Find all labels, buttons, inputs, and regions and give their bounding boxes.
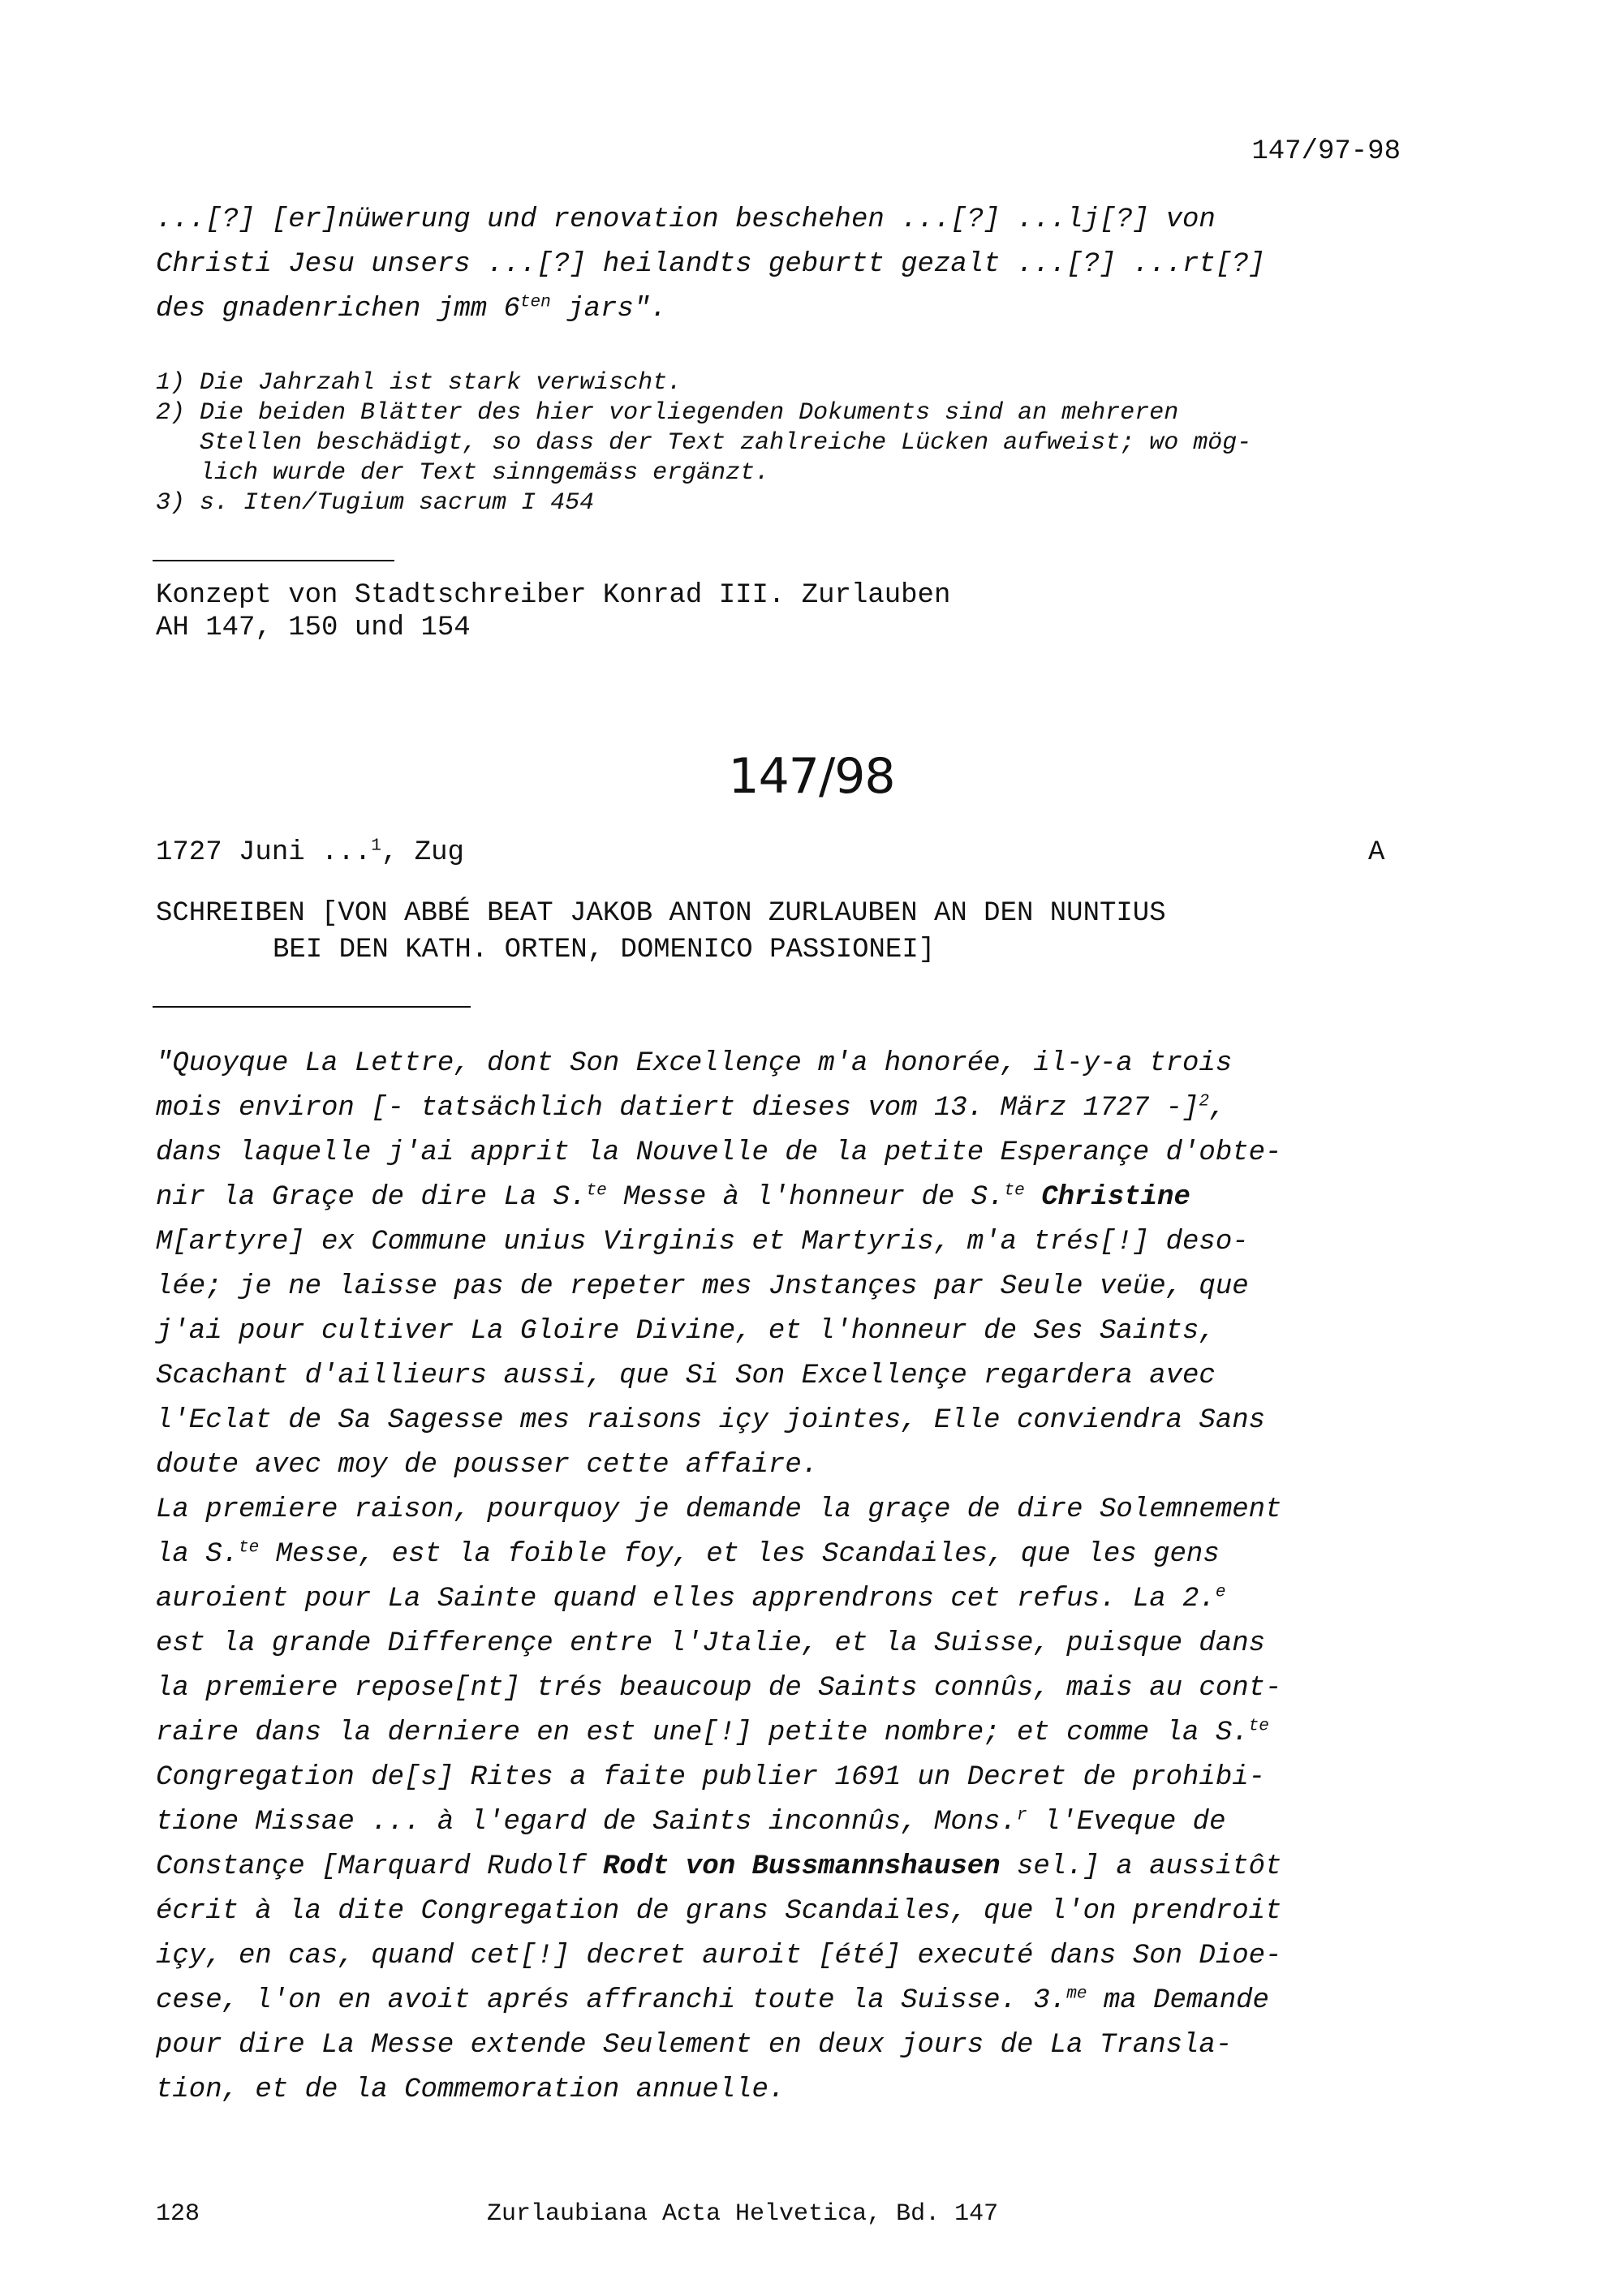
footnote: Stellen beschädigt, so dass der Text zahlreiche Lücken aufweist; wo mög- bbox=[156, 429, 1252, 457]
body-line: mois environ [- tatsächlich datiert dieses vom 13. März 1727 -]$^2$, bbox=[156, 1091, 1226, 1124]
body-line: doute avec moy de pousser cette affaire. bbox=[156, 1450, 819, 1481]
body-line: Scachant d'aillieurs aussi, que Si Son Excellençe regardera avec bbox=[156, 1361, 1216, 1391]
source-line: AH 147, 150 und 154 bbox=[156, 613, 471, 643]
document-letter: A bbox=[1368, 837, 1385, 868]
body-line: dans laquelle j'ai apprit la Nouvelle de la petite Esperançe d'obte- bbox=[156, 1137, 1282, 1168]
body-line: Constançe [Marquard Rudolf Rodt von Bussmannshausen sel.] a aussitôt bbox=[156, 1851, 1282, 1882]
body-line: cese, l'on en avoit aprés affranchi toute la Suisse. 3.$^{me}$ ma Demande bbox=[156, 1984, 1269, 2016]
document-title: BEI DEN KATH. ORTEN, DOMENICO PASSIONEI] bbox=[273, 935, 936, 965]
body-line: tione Missae ... à l'egard de Saints inconnûs, Mons.$^r$ l'Eveque de bbox=[156, 1805, 1226, 1838]
body-line: La premiere raison, pourquoy je demande la graçe de dire Solemnement bbox=[156, 1494, 1282, 1525]
body-line: içy, en cas, quand cet[!] decret auroit [été] executé dans Son Dioe- bbox=[156, 1941, 1282, 1971]
footnote: 2) Die beiden Blätter des hier vorliegenden Dokuments sind an mehreren bbox=[156, 399, 1179, 427]
body-line: "Quoyque La Lettre, dont Son Excellençe m'a honorée, il-y-a trois bbox=[156, 1048, 1233, 1079]
fragment-line: Christi Jesu unsers ...[?] heilandts geburtt gezalt ...[?] ...rt[?] bbox=[156, 249, 1266, 280]
body-line: Congregation de[s] Rites a faite publier 1691 un Decret de prohibi- bbox=[156, 1762, 1266, 1793]
document-number: 147/98 bbox=[728, 748, 895, 805]
running-footer-title: Zurlaubiana Acta Helvetica, Bd. 147 bbox=[487, 2200, 999, 2228]
body-line: tion, et de la Commemoration annuelle. bbox=[156, 2075, 786, 2105]
document-title: SCHREIBEN [VON ABBÉ BEAT JAKOB ANTON ZURLAUBEN AN DEN NUNTIUS bbox=[156, 898, 1166, 929]
separator-rule bbox=[153, 1006, 471, 1008]
page-number: 128 bbox=[156, 2200, 200, 2228]
body-line: M[artyre] ex Commune unius Virginis et Martyris, m'a trés[!] deso- bbox=[156, 1227, 1249, 1258]
body-line: raire dans la derniere en est une[!] petite nombre; et comme la S.$^{te}$ bbox=[156, 1716, 1269, 1748]
body-line: écrit à la dite Congregation de grans Scandailes, que l'on prendroit bbox=[156, 1896, 1282, 1927]
footnote: 1) Die Jahrzahl ist stark verwischt. bbox=[156, 369, 682, 397]
footnote: lich wurde der Text sinngemäss ergänzt. bbox=[156, 459, 770, 487]
separator-rule bbox=[153, 560, 394, 561]
body-line: la S.$^{te}$ Messe, est la foible foy, et les Scandailes, que les gens bbox=[156, 1537, 1220, 1570]
body-line: la premiere repose[nt] trés beaucoup de Saints connûs, mais au cont- bbox=[156, 1673, 1282, 1704]
fragment-line: ...[?] [er]nüwerung und renovation beschehen ...[?] ...lj[?] von bbox=[156, 204, 1216, 235]
source-line: Konzept von Stadtschreiber Konrad III. Zurlauben bbox=[156, 580, 951, 611]
footnote: 3) s. Iten/Tugium sacrum I 454 bbox=[156, 489, 595, 517]
body-line: lée; je ne laisse pas de repeter mes Jnstançes par Seule veüe, que bbox=[156, 1271, 1249, 1302]
dateline: 1727 Juni ...$^1$, Zug bbox=[156, 836, 464, 868]
body-line: j'ai pour cultiver La Gloire Divine, et l'honneur de Ses Saints, bbox=[156, 1316, 1216, 1347]
body-line: l'Eclat de Sa Sagesse mes raisons içy jointes, Elle conviendra Sans bbox=[156, 1405, 1266, 1436]
body-line: auroient pour La Sainte quand elles apprendrons cet refus. La 2.$^e$ bbox=[156, 1582, 1226, 1615]
body-line: nir la Graçe de dire La S.$^{te}$ Messe à l'honneur de S.$^{te}$ Christine bbox=[156, 1180, 1190, 1213]
body-line: est la grande Differençe entre l'Jtalie, et la Suisse, puisque dans bbox=[156, 1628, 1266, 1659]
page-reference: 147/97-98 bbox=[1251, 136, 1401, 167]
fragment-line: des gnadenrichen jmm $6^{ten}$ jars". bbox=[156, 292, 667, 325]
body-line: pour dire La Messe extende Seulement en deux jours de La Transla- bbox=[156, 2030, 1233, 2061]
